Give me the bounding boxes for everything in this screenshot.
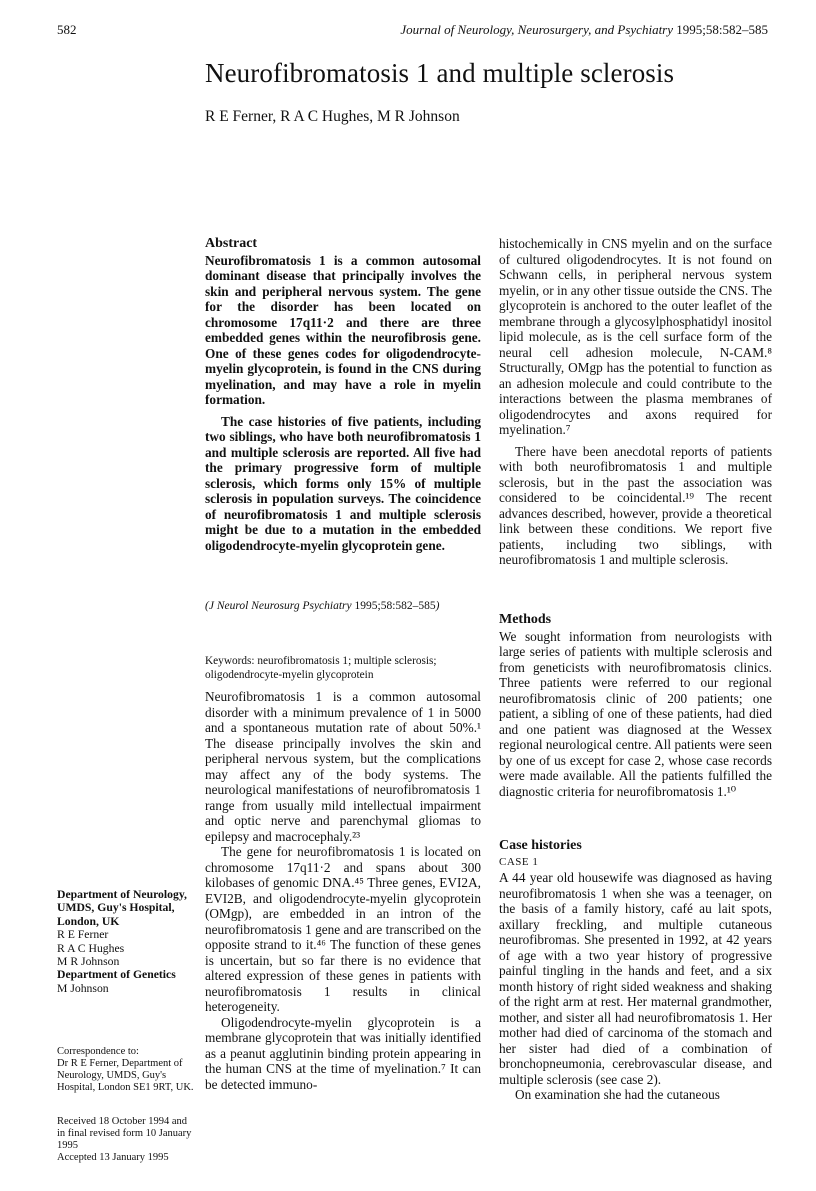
intro-paragraph-2: The gene for neurofibromatosis 1 is located on chromosome 17q11·2 and spans about 300 kilobases of genomic DNA.⁴⁵ Three genes, EVI2A, EVI2B, and oligodendrocyte-myelin glycoprotein (OMgp), are embedded in an intron of the neurofibromatosis 1 gene and are transcribed on the opposite strand to it.⁴⁶ The function of these genes is uncertain, but so far there is no evidence that altered expression of these genes in patients with neurofibromatosis 1 results in clinical heterogeneity. [205,844,481,1014]
keywords: Keywords: neurofibromatosis 1; multiple sclerosis; oligodendrocyte-myelin glycoprotein [205,655,437,681]
affiliation-dept-genetics: Department of Genetics [57,968,176,982]
affiliation-dept-neurology: Department of Neurology, UMDS, Guy's Hospital, London, UK [57,888,187,928]
correspondence [57,1046,197,1094]
citation-journal: J Neurol Neurosurg Psychiatry [208,600,352,612]
abstract-paragraph-1: Neurofibromatosis 1 is a common autosomal dominant disease that principally involves the skin and peripheral nervous system. The gene for the disorder has been located on chromosome 17q11·2 and there are three embedded genes within the neurofibrosis gene. One of these genes codes for oligodendrocyte-myelin glycoprotein, is found in the CNS during myelination, and may have a role in myelin formation. [205,252,481,407]
affiliation-name: M R Johnson [57,955,120,969]
case-1-label: CASE 1 [499,855,539,868]
affiliations [57,888,197,995]
article-title: Neurofibromatosis 1 and multiple sclerosis [205,58,675,88]
journal-year-volume: 1995;58:582–585 [676,22,768,37]
methods-paragraph: We sought information from neurologists with large series of patients with multiple sclerosis and from geneticists with neurofibromatosis clinics. Three patients were referred to our regional neurofibromatosis clinic of 200 patients; one patient, a sibling of one of these patients, had died and one patient was diagnosed at the Wessex regional neurological centre. All patients were seen by one of us except for case 2, whose case records were made available. All the patients fulfilled the diagnostic criteria for neurofibromatosis 1.¹⁰ [499,628,772,799]
case-1-paragraph-2: On examination she had the cutaneous [515,1087,720,1102]
accepted-date: Accepted 13 January 1995 [57,1152,169,1163]
journal-header [400,22,768,38]
case-1-paragraph-1: A 44 year old housewife was diagnosed as having neurofibromatosis 1 when she was a teenager, on the basis of a family history, café au lait spots, axillary freckling, and multiple cutaneous neurofibromas. She presented in 1992, at 42 years of age with a two year history of progressive painful tingling in the hands and feet, and a six month history of right sided weakness and shaking of the right arm at rest. Her maternal grandmother, mother, and sister all had neurofibromatosis 1. Her mother had died of carcinoma of the stomach and her sister had died of a combination of bronchopneumonia, cerebrovascular disease, and multiple sclerosis (see case 2). [499,870,772,1087]
case-histories-heading: Case histories [499,838,582,853]
citation-line: (J Neurol Neurosurg Psychiatry 1995;58:582–585) [205,600,440,612]
intro-paragraph-3-continued: histochemically in CNS myelin and on the surface of cultured oligodendrocytes. It is not found on Schwann cells, in peripheral nervous system myelin, or in any other tissue outside the CNS. The glycoprotein is anchored to the outer leaflet of the membrane through a glycosylphosphatidyl inositol lipid molecule, as is the cell surface form of the neural cell adhesion molecule, N-CAM.⁸ Structurally, OMgp has the potential to function as an adhesion molecule and could contribute to the interactions between the plasma membranes of oligodendrocytes and axons required for myelination.⁷ [499,236,772,437]
affiliation-name: R A C Hughes [57,941,125,955]
journal-name: Journal of Neurology, Neurosurgery, and Psychiatry [400,22,674,37]
intro-column [205,689,481,1092]
correspondence-label: Correspondence to: [57,1046,139,1057]
abstract [205,236,481,553]
right-column [499,236,772,568]
affiliation-name: M Johnson [57,981,109,995]
article-dates [57,1116,197,1164]
article-authors: R E Ferner, R A C Hughes, M R Johnson [205,108,460,125]
abstract-paragraph-2: The case histories of five patients, including two siblings, who have both neurofibromatosis 1 and multiple sclerosis are reported. All five had the primary progressive form of multiple sclerosis, which forms only 15% of multiple sclerosis in population surveys. The coincidence of neurofibromatosis 1 and multiple sclerosis might be due to a mutation in the embedded oligodendrocyte-myelin glycoprotein gene. [205,413,481,553]
methods-heading: Methods [499,612,552,627]
intro-paragraph-4: There have been anecdotal reports of patients with both neurofibromatosis 1 and multiple sclerosis, but in the past the association was considered to be coincidental.¹⁹ The recent advances described, however, provide a theoretical link between these conditions. We report five patients, including two siblings, with neurofibromatosis 1 and multiple sclerosis. [499,443,772,567]
intro-paragraph-3: Oligodendrocyte-myelin glycoprotein is a membrane glycoprotein that was initially identified as a peanut agglutinin binding protein appearing in the human CNS at the time of myelination.⁷ It can be detected immuno- [205,1014,481,1092]
page-number: 582 [57,22,77,37]
methods-section [499,612,772,799]
case-histories-section [499,838,772,1103]
abstract-heading: Abstract [205,236,258,251]
correspondence-text: Dr R E Ferner, Department of Neurology, UMDS, Guy's Hospital, London SE1 9RT, UK. [57,1058,194,1093]
received-date: Received 18 October 1994 and in final revised form 10 January 1995 [57,1116,192,1151]
affiliation-name: R E Ferner [57,928,109,942]
intro-paragraph-1: Neurofibromatosis 1 is a common autosomal disorder with a minimum prevalence of 1 in 5000 and a spontaneous mutation rate of about 50%.¹ The disease principally involves the skin and peripheral nervous system, but the complications may affect any of the body systems. The neurological manifestations of neurofibromatosis 1 range from usually mild intellectual impairment and optic nerve and parenchymal gliomas to epilepsy and macrocephaly.²³ [205,689,481,844]
citation-ref: 1995;58:582–585 [354,600,436,612]
